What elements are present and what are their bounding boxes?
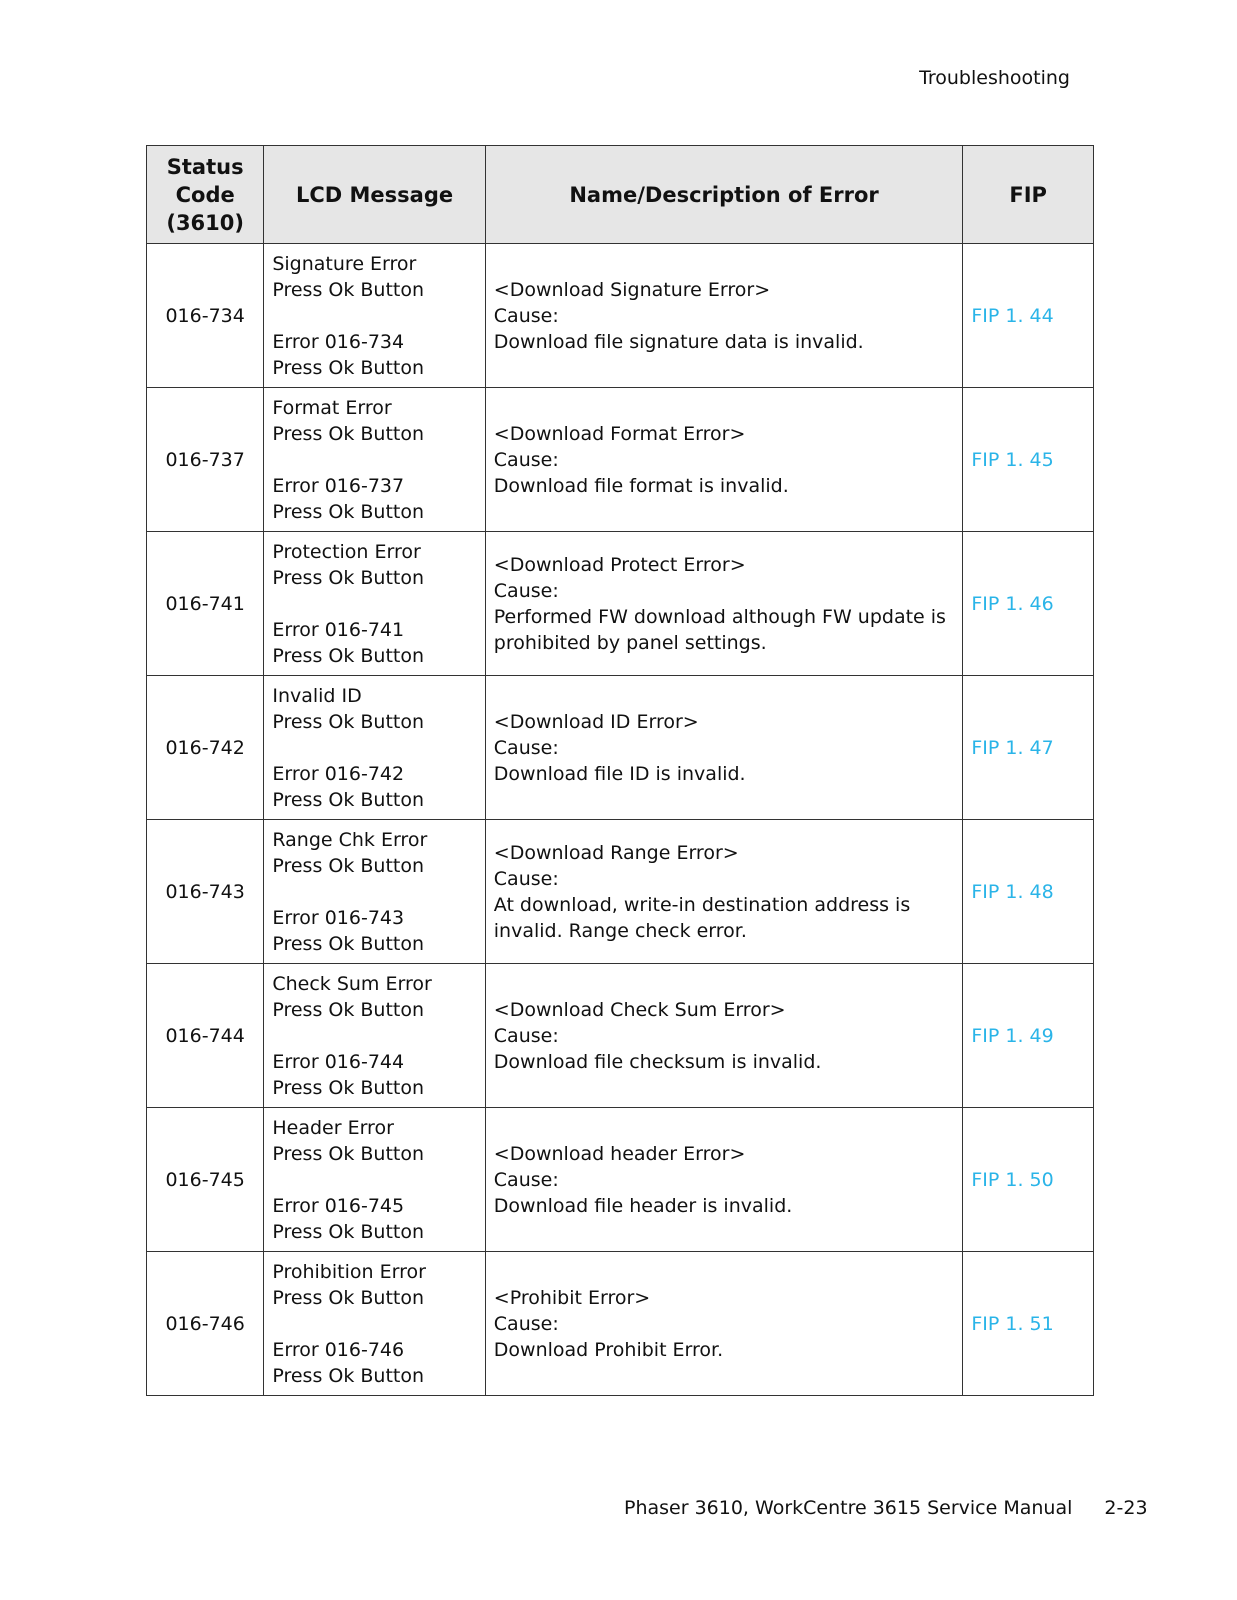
description-line: Download file signature data is invalid. bbox=[493, 330, 864, 353]
description-line: Download file header is invalid. bbox=[493, 1194, 793, 1217]
description-line: At download, write-in destination address is bbox=[493, 893, 911, 916]
fip-cell bbox=[963, 820, 1094, 964]
fip-link[interactable]: FIP 1. 44 bbox=[971, 304, 1054, 327]
lcd-message-line: Press Ok Button bbox=[272, 1286, 425, 1309]
fip-link[interactable]: FIP 1. 50 bbox=[971, 1168, 1054, 1191]
error-description-cell bbox=[485, 1252, 963, 1396]
lcd-line-gap bbox=[272, 1023, 476, 1049]
lcd-message-line: Error 016-742 bbox=[272, 762, 405, 785]
lcd-message-line: Press Ok Button bbox=[272, 500, 425, 523]
lcd-message-cell bbox=[264, 388, 485, 532]
table-row bbox=[147, 532, 1094, 676]
lcd-message-line: Prohibition Error bbox=[272, 1260, 426, 1283]
lcd-message-line: Press Ok Button bbox=[272, 1142, 425, 1165]
error-description-cell bbox=[485, 388, 963, 532]
status-code-cell: 016-745 bbox=[147, 1108, 264, 1252]
description-line: <Download Signature Error> bbox=[493, 278, 771, 301]
lcd-line-gap bbox=[272, 447, 476, 473]
error-description-cell bbox=[485, 964, 963, 1108]
status-code-cell: 016-743 bbox=[147, 820, 264, 964]
description-line: Cause: bbox=[493, 736, 559, 759]
error-description-cell bbox=[485, 1108, 963, 1252]
lcd-message-line: Signature Error bbox=[272, 252, 417, 275]
table-row bbox=[147, 244, 1094, 388]
table-header-row bbox=[147, 146, 1094, 244]
lcd-message-line: Press Ok Button bbox=[272, 278, 425, 301]
status-code-cell: 016-737 bbox=[147, 388, 264, 532]
fip-cell bbox=[963, 676, 1094, 820]
description-line: invalid. Range check error. bbox=[493, 919, 747, 942]
fip-cell bbox=[963, 964, 1094, 1108]
lcd-message-line: Invalid ID bbox=[272, 684, 362, 707]
lcd-message-line: Press Ok Button bbox=[272, 422, 425, 445]
description-line: Cause: bbox=[493, 448, 559, 471]
lcd-line-gap bbox=[272, 591, 476, 617]
fip-link[interactable]: FIP 1. 47 bbox=[971, 736, 1054, 759]
lcd-message-line: Error 016-741 bbox=[272, 618, 405, 641]
lcd-message-cell bbox=[264, 1252, 485, 1396]
description-line: Download Prohibit Error. bbox=[493, 1338, 724, 1361]
status-code-cell: 016-742 bbox=[147, 676, 264, 820]
status-code-cell: 016-741 bbox=[147, 532, 264, 676]
fip-link[interactable]: FIP 1. 45 bbox=[971, 448, 1054, 471]
lcd-message-line: Header Error bbox=[272, 1116, 394, 1139]
running-head-title: Troubleshooting bbox=[919, 67, 1070, 89]
header-description: Name/Description of Error bbox=[485, 146, 963, 244]
table-row bbox=[147, 964, 1094, 1108]
table-row bbox=[147, 676, 1094, 820]
lcd-message-line: Press Ok Button bbox=[272, 998, 425, 1021]
lcd-message-line: Press Ok Button bbox=[272, 566, 425, 589]
lcd-message-line: Error 016-743 bbox=[272, 906, 405, 929]
description-line: Download file ID is invalid. bbox=[493, 762, 746, 785]
description-line: Cause: bbox=[493, 579, 559, 602]
error-description-cell bbox=[485, 820, 963, 964]
footer-page-number: 2-23 bbox=[1104, 1497, 1148, 1519]
header-status-code bbox=[147, 146, 264, 244]
fip-cell bbox=[963, 388, 1094, 532]
fip-link[interactable]: FIP 1. 48 bbox=[971, 880, 1054, 903]
error-description-cell bbox=[485, 676, 963, 820]
fip-cell bbox=[963, 1252, 1094, 1396]
fip-cell bbox=[963, 1108, 1094, 1252]
description-line: <Download Range Error> bbox=[493, 841, 739, 864]
lcd-line-gap bbox=[272, 1167, 476, 1193]
header-lcd-message: LCD Message bbox=[264, 146, 485, 244]
lcd-message-cell bbox=[264, 244, 485, 388]
description-line: Cause: bbox=[493, 1312, 559, 1335]
lcd-message-line: Error 016-737 bbox=[272, 474, 405, 497]
description-line: Cause: bbox=[493, 304, 559, 327]
lcd-message-line: Press Ok Button bbox=[272, 932, 425, 955]
description-line: Cause: bbox=[493, 1168, 559, 1191]
lcd-message-line: Press Ok Button bbox=[272, 1076, 425, 1099]
description-line: Download file checksum is invalid. bbox=[493, 1050, 822, 1073]
lcd-message-line: Check Sum Error bbox=[272, 972, 432, 995]
status-code-cell: 016-734 bbox=[147, 244, 264, 388]
header-fip: FIP bbox=[963, 146, 1094, 244]
description-line: Cause: bbox=[493, 1024, 559, 1047]
header-status-code-line: (3610) bbox=[166, 210, 244, 235]
fip-link[interactable]: FIP 1. 49 bbox=[971, 1024, 1054, 1047]
lcd-line-gap bbox=[272, 1311, 476, 1337]
description-line: Performed FW download although FW update is bbox=[493, 605, 946, 628]
description-line: <Download Format Error> bbox=[493, 422, 746, 445]
lcd-message-line: Range Chk Error bbox=[272, 828, 428, 851]
lcd-line-gap bbox=[272, 303, 476, 329]
header-status-code-line: Status bbox=[166, 154, 244, 179]
description-line: <Download header Error> bbox=[493, 1142, 746, 1165]
description-line: prohibited by panel settings. bbox=[493, 631, 767, 654]
description-line: Cause: bbox=[493, 867, 559, 890]
description-line: <Prohibit Error> bbox=[493, 1286, 651, 1309]
lcd-message-line: Error 016-744 bbox=[272, 1050, 405, 1073]
lcd-message-cell bbox=[264, 964, 485, 1108]
fip-cell bbox=[963, 532, 1094, 676]
lcd-message-line: Error 016-746 bbox=[272, 1338, 405, 1361]
lcd-message-line: Error 016-745 bbox=[272, 1194, 405, 1217]
fip-link[interactable]: FIP 1. 46 bbox=[971, 592, 1054, 615]
lcd-message-cell bbox=[264, 820, 485, 964]
footer-manual-title: Phaser 3610, WorkCentre 3615 Service Manual bbox=[624, 1497, 1073, 1519]
lcd-line-gap bbox=[272, 879, 476, 905]
table-row bbox=[147, 820, 1094, 964]
page-footer bbox=[624, 1497, 1148, 1519]
fip-link[interactable]: FIP 1. 51 bbox=[971, 1312, 1054, 1335]
error-code-table bbox=[146, 145, 1094, 1396]
lcd-message-line: Press Ok Button bbox=[272, 710, 425, 733]
fip-cell bbox=[963, 244, 1094, 388]
lcd-message-line: Press Ok Button bbox=[272, 788, 425, 811]
lcd-line-gap bbox=[272, 735, 476, 761]
table-row bbox=[147, 1252, 1094, 1396]
lcd-message-line: Format Error bbox=[272, 396, 392, 419]
error-description-cell bbox=[485, 532, 963, 676]
description-line: <Download Check Sum Error> bbox=[493, 998, 786, 1021]
lcd-message-line: Press Ok Button bbox=[272, 854, 425, 877]
lcd-message-line: Press Ok Button bbox=[272, 1220, 425, 1243]
table-row bbox=[147, 1108, 1094, 1252]
lcd-message-cell bbox=[264, 676, 485, 820]
lcd-message-line: Error 016-734 bbox=[272, 330, 405, 353]
status-code-cell: 016-744 bbox=[147, 964, 264, 1108]
lcd-message-line: Press Ok Button bbox=[272, 356, 425, 379]
description-line: <Download ID Error> bbox=[493, 710, 699, 733]
description-line: Download file format is invalid. bbox=[493, 474, 789, 497]
table-row bbox=[147, 388, 1094, 532]
lcd-message-line: Press Ok Button bbox=[272, 644, 425, 667]
lcd-message-cell bbox=[264, 532, 485, 676]
lcd-message-cell bbox=[264, 1108, 485, 1252]
lcd-message-line: Press Ok Button bbox=[272, 1364, 425, 1387]
lcd-message-line: Protection Error bbox=[272, 540, 421, 563]
error-description-cell bbox=[485, 244, 963, 388]
header-status-code-line: Code bbox=[175, 182, 235, 207]
description-line: <Download Protect Error> bbox=[493, 553, 746, 576]
status-code-cell: 016-746 bbox=[147, 1252, 264, 1396]
